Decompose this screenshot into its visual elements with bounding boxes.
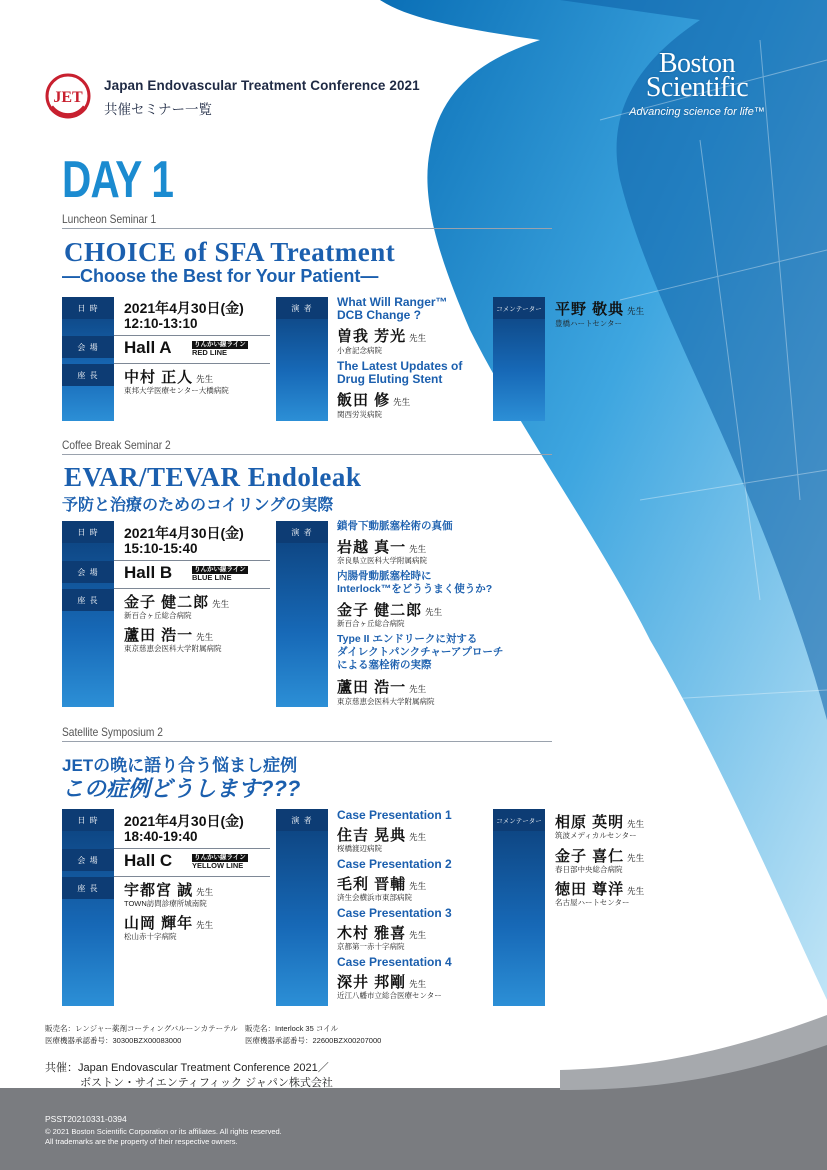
label-venue: 会 場 xyxy=(62,336,114,358)
info-bar xyxy=(62,809,114,1006)
speaker-bar xyxy=(276,521,328,707)
seminar-type-label: Satellite Symposium 2 xyxy=(62,725,163,739)
chair-affiliation: TOWN訪問診療所城南院 xyxy=(124,899,207,908)
conference-title: Japan Endovascular Treatment Conference 2021 xyxy=(104,78,420,93)
speaker-affiliation: 済生会横浜市東部病院 xyxy=(337,893,412,902)
seminar-subtitle: 予防と治療のためのコイリングの実際 xyxy=(62,497,334,514)
chair-name: 中村 正人 先生 xyxy=(124,369,214,386)
speaker-affiliation: 近江八幡市立総合医療センター xyxy=(337,991,442,1000)
product-note: 販売名：レンジャー薬剤コーティングバルーンカテーテル xyxy=(45,1024,238,1033)
day-title: DAY 1 xyxy=(62,151,174,209)
speaker-affiliation: 小倉記念病院 xyxy=(337,346,382,355)
seminar-list-subtitle: 共催セミナー一覧 xyxy=(104,102,212,117)
speaker-affiliation: 京都第一赤十字病院 xyxy=(337,942,405,951)
speaker-bar xyxy=(276,809,328,1006)
speaker-affiliation: 桜橋渡辺病院 xyxy=(337,844,382,853)
seminar-time: 18:40-19:40 xyxy=(124,829,198,844)
speaker-affiliation: 奈良県立医科大学附属病院 xyxy=(337,556,427,565)
commentator-affiliation: 豊橋ハートセンター xyxy=(555,319,622,328)
document-code: PSST20210331-0394 xyxy=(45,1114,127,1124)
cohost-line1: 共催：Japan Endovascular Treatment Conference 2021／ xyxy=(45,1062,329,1074)
line-badge-top: りんかい線ライン xyxy=(194,854,246,861)
talk-topic: 鎖骨下動脈塞栓術の真価 xyxy=(337,520,453,532)
label-chair: 座 長 xyxy=(62,877,114,899)
speaker-name: 金子 健二郎 先生 xyxy=(337,602,443,619)
seminar-date: 2021年4月30日(金) xyxy=(124,300,244,316)
speaker-name: 蘆田 浩一 先生 xyxy=(337,679,427,696)
talk-topic: Type II エンドリークに対する xyxy=(337,633,478,645)
commentator-affiliation: 名古屋ハートセンター xyxy=(555,898,630,907)
line-badge xyxy=(192,853,248,870)
speaker-name: 曽我 芳光 先生 xyxy=(337,328,427,345)
chair-affiliation: 新百合ヶ丘総合病院 xyxy=(124,611,192,620)
seminar-title: EVAR/TEVAR Endoleak xyxy=(64,462,362,492)
label-speaker: 演 者 xyxy=(276,297,328,319)
commentator-name: 平野 敬典 先生 xyxy=(555,301,645,318)
label-date: 日 時 xyxy=(62,809,114,831)
hall-name: Hall C xyxy=(124,851,173,870)
talk-topic: DCB Change ? xyxy=(337,308,421,322)
brand-name-line2: Scientific xyxy=(645,72,749,103)
seminar-title-line2: この症例どうします??? xyxy=(62,776,301,801)
line-badge-name: BLUE LINE xyxy=(192,573,232,582)
speaker-affiliation: 関西労災病院 xyxy=(337,410,382,419)
hall-name: Hall A xyxy=(124,338,172,357)
talk-topic: Case Presentation 2 xyxy=(337,857,452,871)
seminar-title-line1: JETの晩に語り合う悩まし症例 xyxy=(62,756,298,775)
row-divider xyxy=(114,848,270,849)
label-chair: 座 長 xyxy=(62,364,114,386)
commentator-affiliation: 筑波メディカルセンター xyxy=(555,831,637,840)
label-speaker: 演 者 xyxy=(276,521,328,543)
label-commentator: コメンテーター xyxy=(493,297,545,319)
label-commentator: コメンテーター xyxy=(493,809,545,831)
talk-topic: The Latest Updates of xyxy=(337,359,463,373)
speaker-name: 岩越 真一 先生 xyxy=(337,539,427,556)
line-badge-name: RED LINE xyxy=(192,348,228,357)
seminar-type-label: Coffee Break Seminar 2 xyxy=(62,438,171,452)
speaker-name: 飯田 修 先生 xyxy=(337,392,411,409)
jet-logo-text: JET xyxy=(53,89,83,106)
trademark-text: All trademarks are the property of their respective owners. xyxy=(45,1137,238,1146)
label-chair: 座 長 xyxy=(62,589,114,611)
row-divider xyxy=(114,588,270,589)
speaker-name: 深井 邦剛 先生 xyxy=(337,974,427,991)
chair-name: 蘆田 浩一 先生 xyxy=(124,627,214,644)
label-venue: 会 場 xyxy=(62,561,114,583)
row-divider xyxy=(114,335,270,336)
label-date: 日 時 xyxy=(62,297,114,319)
row-divider xyxy=(114,876,270,877)
speaker-affiliation: 東京慈恵会医科大学附属病院 xyxy=(337,697,435,706)
commentator-name: 相原 英明 先生 xyxy=(555,814,645,831)
commentator-affiliation: 春日部中央総合病院 xyxy=(555,865,623,874)
product-note: 販売名：Interlock 35 コイル xyxy=(245,1024,339,1033)
cohost-line2: ボストン・サイエンティフィック ジャパン株式会社 xyxy=(80,1077,333,1089)
commentator-name: 金子 喜仁 先生 xyxy=(555,848,645,865)
section-divider xyxy=(62,454,552,455)
line-badge-top: りんかい線ライン xyxy=(194,566,246,573)
seminar-date: 2021年4月30日(金) xyxy=(124,813,244,829)
line-badge xyxy=(192,340,248,357)
talk-topic: Case Presentation 3 xyxy=(337,906,452,920)
brand-tagline: Advancing science for life™ xyxy=(629,106,765,118)
speaker-name: 木村 雅喜 先生 xyxy=(337,925,427,942)
section-divider xyxy=(62,741,552,742)
product-note: 医療機器承認番号：22600BZX00207000 xyxy=(245,1036,382,1045)
talk-topic: What Will Ranger™ xyxy=(337,295,448,309)
info-bar xyxy=(62,521,114,707)
label-date: 日 時 xyxy=(62,521,114,543)
boston-scientific-logo xyxy=(612,48,782,118)
talk-topic: Drug Eluting Stent xyxy=(337,372,443,386)
jet-logo-icon xyxy=(45,73,91,119)
row-divider xyxy=(114,363,270,364)
brand-name-line1: Boston xyxy=(658,48,736,79)
talk-topic: Case Presentation 4 xyxy=(337,955,452,969)
line-badge-name: YELLOW LINE xyxy=(192,861,244,870)
section-divider xyxy=(62,228,552,229)
row-divider xyxy=(114,560,270,561)
line-badge-top: りんかい線ライン xyxy=(194,341,246,348)
seminar-time: 12:10-13:10 xyxy=(124,316,198,331)
seminar-time: 15:10-15:40 xyxy=(124,541,198,556)
chair-name: 金子 健二郎 先生 xyxy=(124,594,230,611)
talk-topic: Case Presentation 1 xyxy=(337,808,452,822)
copyright-text: © 2021 Boston Scientific Corporation or its affiliates. All rights reserved. xyxy=(45,1127,282,1136)
talk-topic: による塞栓術の実際 xyxy=(337,659,432,671)
chair-name: 山岡 輝年 先生 xyxy=(124,915,214,932)
chair-affiliation: 東邦大学医療センター大橋病院 xyxy=(124,386,229,395)
talk-topic: ダイレクトパンクチャーアプローチ xyxy=(337,646,504,658)
line-badge xyxy=(192,565,248,582)
label-speaker: 演 者 xyxy=(276,809,328,831)
seminar-subtitle: ―Choose the Best for Your Patient― xyxy=(62,266,379,286)
speaker-name: 住吉 晃典 先生 xyxy=(337,827,427,844)
seminar-type-label: Luncheon Seminar 1 xyxy=(62,212,157,226)
talk-topic: 内腸骨動脈塞栓時に xyxy=(337,570,432,582)
commentator-name: 徳田 尊洋 先生 xyxy=(555,881,645,898)
chair-name: 宇都宮 誠 先生 xyxy=(124,882,214,899)
label-venue: 会 場 xyxy=(62,849,114,871)
chair-affiliation: 松山赤十字病院 xyxy=(124,932,177,941)
talk-topic: Interlock™をどううまく使うか? xyxy=(337,583,493,595)
speaker-affiliation: 新百合ヶ丘総合病院 xyxy=(337,619,405,628)
hall-name: Hall B xyxy=(124,563,173,582)
seminar-title: CHOICE of SFA Treatment xyxy=(64,237,396,267)
chair-affiliation: 東京慈恵会医科大学附属病院 xyxy=(124,644,222,653)
commentator-bar xyxy=(493,809,545,1006)
seminar-date: 2021年4月30日(金) xyxy=(124,525,244,541)
product-note: 医療機器承認番号：30300BZX00083000 xyxy=(45,1036,182,1045)
speaker-name: 毛利 晋輔 先生 xyxy=(337,876,427,893)
